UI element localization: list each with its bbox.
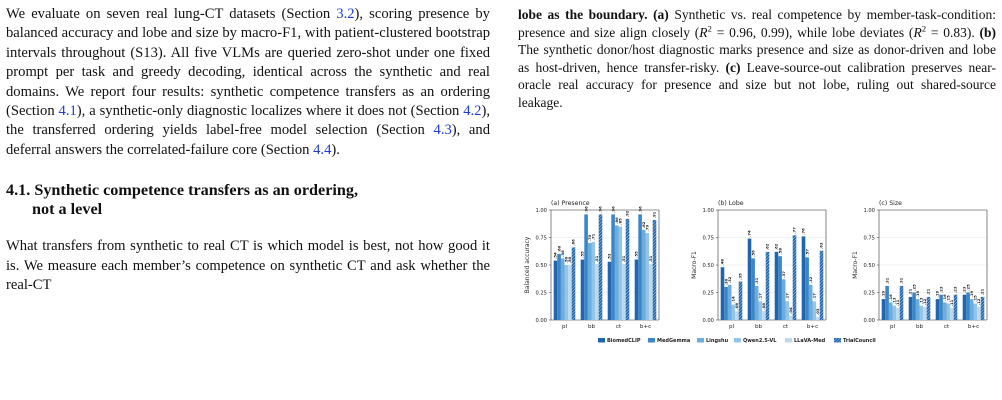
y-tick-label: 0.75: [535, 235, 547, 242]
bar-trialcouncil: [653, 220, 657, 320]
x-tick-label: b+c: [806, 324, 819, 330]
y-axis-label: Balanced accuracy: [524, 236, 531, 294]
bar-lingshu: [588, 243, 592, 320]
bar-data-label: .92: [624, 210, 630, 218]
bar-llava-med: [923, 307, 927, 320]
bar-chart-figure: [523, 182, 993, 353]
bar-medgemma: [751, 258, 755, 320]
panel-title: (c) Size: [879, 200, 902, 207]
bar-data-label: .56: [750, 250, 756, 257]
x-tick-label: pl: [889, 324, 896, 330]
bar-data-label: .56: [559, 250, 565, 257]
left-column: [6, 0, 490, 295]
bar-trialcouncil: [739, 282, 743, 321]
y-tick-label: 0.50: [702, 263, 714, 269]
x-tick-label: ct: [782, 324, 789, 330]
legend-label: LLaVA-Med: [794, 338, 826, 344]
bar-llava-med: [595, 264, 599, 320]
bar-llava-med: [735, 311, 739, 320]
bar-biomedclip: [721, 267, 725, 320]
bar-data-label: .96: [597, 206, 603, 213]
y-tick-label: 0.25: [702, 290, 714, 297]
y-tick-label: 0.75: [863, 235, 875, 242]
section-body-paragraph: What transfers from synthetic to real CT is which model is best, not how good it is. We measure each member’s competence on synthetic CT and ask whether the real-CT: [6, 238, 490, 294]
bar-data-label: .77: [791, 227, 797, 234]
bar-data-label: .51: [648, 255, 654, 263]
x-tick-label: bb: [915, 324, 924, 330]
bar-trialcouncil: [820, 251, 824, 320]
bar-data-label: .85: [617, 218, 623, 225]
bar-data-label: .86: [613, 217, 619, 224]
bar-data-label: .53: [606, 253, 612, 261]
bar-data-label: .17: [811, 293, 817, 300]
bar-biomedclip: [635, 260, 639, 321]
y-tick-label: 0.75: [702, 235, 714, 242]
bar-llava-med: [896, 308, 900, 320]
section-ref-link[interactable]: 4.1: [58, 103, 77, 120]
y-tick-label: 0.50: [863, 263, 875, 269]
bar-medgemma: [557, 254, 561, 320]
paragraph-text: ).: [331, 141, 340, 158]
bar-trialcouncil: [900, 286, 904, 320]
y-tick-label: 0.25: [863, 290, 875, 297]
x-tick-label: bb: [754, 324, 763, 330]
legend-label: MedGemma: [657, 338, 691, 344]
chart-panel: [852, 200, 987, 330]
y-tick-label: 1.00: [702, 208, 714, 214]
bar-biomedclip: [608, 262, 612, 320]
bar-medgemma: [805, 257, 809, 320]
bar-data-label: .23: [938, 286, 944, 294]
bar-data-label: .31: [884, 277, 890, 285]
paragraph-text: ), and deferral answers the correlated-failure core (Section: [6, 122, 491, 158]
paragraph-text: ), scoring presence by balanced accuracy and lobe and size by macro-F1, with patient-clustered bootstrap intervals throughout (S13). All five VLMs are queried zero-shot under one fixed prompt per task and greedy decoding, identical across the synthetic and real domains. We report four results: synthetic competence transfers as an ordering (Section: [6, 6, 490, 120]
y-tick-label: 0.00: [863, 318, 875, 324]
chart-panel: [524, 200, 659, 330]
bar-data-label: .30: [723, 278, 729, 286]
bar-data-label: .51: [594, 255, 600, 263]
bar-biomedclip: [554, 261, 558, 320]
y-tick-label: 1.00: [863, 208, 875, 214]
bar-biomedclip: [882, 299, 886, 320]
bar-data-label: .19: [914, 290, 920, 298]
bar-trialcouncil: [599, 214, 603, 320]
bar-data-label: .04: [788, 307, 794, 315]
bar-data-label: .91: [651, 211, 657, 219]
bar-lingshu: [943, 302, 947, 320]
bar-data-label: .14: [730, 296, 736, 304]
bar-llava-med: [568, 265, 572, 320]
bar-data-label: .96: [637, 206, 643, 213]
bar-data-label: .08: [734, 302, 740, 310]
caption-c-label: (c): [725, 59, 741, 75]
legend-swatch: [785, 338, 792, 343]
bar-data-label: .70: [586, 234, 592, 242]
bar-data-label: .57: [804, 249, 810, 256]
bar-data-label: .08: [761, 302, 767, 310]
bar-data-label: .96: [610, 206, 616, 213]
x-tick-label: pl: [561, 324, 568, 330]
bar-llava-med: [622, 264, 626, 320]
caption-b-text: The synthetic donor/host diagnostic marks presence and size as donor-driven and lobe as host-driven, hence transfer-risky.: [518, 42, 996, 75]
bar-lingshu: [615, 225, 619, 320]
x-tick-label: ct: [615, 324, 622, 330]
x-tick-label: ct: [943, 324, 950, 330]
bar-biomedclip: [775, 252, 779, 320]
bar-medgemma: [885, 286, 889, 320]
y-tick-label: 0.00: [535, 318, 547, 324]
bar-trialcouncil: [572, 247, 576, 320]
caption-r2a: = 0.96, 0.99), while lobe deviates (: [716, 24, 914, 40]
bar-trialcouncil: [793, 235, 797, 320]
legend-label: TrialCouncil: [843, 338, 876, 344]
section-heading: [6, 181, 490, 219]
bar-data-label: .55: [579, 251, 585, 258]
y-tick-label: 0.50: [535, 263, 547, 269]
legend-label: Qwen2.5-VL: [743, 338, 777, 344]
bar-llava-med: [789, 316, 793, 320]
legend-label: BiomedCLIP: [607, 338, 641, 344]
bar-data-label: .58: [777, 247, 783, 255]
section-ref-link[interactable]: 3.2: [336, 6, 355, 22]
bar-data-label: .15: [972, 295, 978, 302]
bar-data-label: .31: [753, 277, 759, 285]
bar-data-label: .11: [949, 299, 955, 307]
y-axis-label: Macro-F1: [691, 251, 698, 279]
bar-data-label: .37: [780, 271, 786, 278]
bar-qwen2-5-vl: [646, 233, 650, 320]
x-tick-label: b+c: [639, 324, 652, 330]
bar-data-label: .17: [757, 293, 763, 300]
bar-data-label: .16: [941, 294, 947, 301]
figure-caption: lobe as the boundary. (a) Synthetic vs. real competence by member-task-condition: presence and size align closely ($R^2 = 0.96$, 0.99), while lobe deviates $(R^2 = 0.83)$. (b) The synthetic donor/host diagnostic marks presence and size as donor-driven and lobe as host-driven, hence transfer-risky. (c) Leave-source-out calibration preserves near-oracle real accuracy for presence and size but not lobe, ruling out shared-source leakage.: [518, 7, 997, 110]
bar-data-label: .12: [976, 298, 982, 306]
bar-data-label: .54: [552, 252, 558, 260]
bar-llava-med: [950, 308, 954, 320]
bar-trialcouncil: [981, 297, 985, 320]
bar-data-label: .19: [880, 290, 886, 298]
bar-trialcouncil: [954, 295, 958, 320]
bar-data-label: .23: [961, 286, 967, 294]
bar-data-label: .19: [968, 290, 974, 298]
bar-data-label: .71: [590, 233, 596, 241]
bar-data-label: .25: [965, 284, 971, 291]
bar-data-label: .51: [621, 255, 627, 263]
caption-r2b: = 0.83).: [930, 24, 980, 40]
section-title-line1: Synthetic competence transfers as an ordering,: [34, 181, 359, 200]
bar-llava-med: [762, 311, 766, 320]
bar-data-label: .03: [815, 308, 821, 316]
bar-data-label: .32: [807, 276, 813, 284]
bar-trialcouncil: [927, 297, 931, 320]
intro-paragraph: [6, 5, 490, 160]
bar-data-label: .74: [746, 230, 752, 238]
right-column: [518, 0, 996, 112]
bar-data-label: .96: [583, 206, 589, 213]
bar-data-label: .35: [737, 273, 743, 280]
caption-b-label: (b): [979, 24, 997, 40]
panel-title: (b) Lobe: [718, 200, 744, 207]
bar-medgemma: [611, 214, 615, 320]
bar-qwen2-5-vl: [565, 265, 569, 320]
legend-swatch: [648, 338, 655, 343]
paragraph-text: We evaluate on seven real lung-CT datasets (Section: [6, 6, 337, 22]
bar-biomedclip: [936, 299, 940, 320]
bar-data-label: .12: [922, 298, 928, 306]
caption-a-label: (a): [653, 7, 669, 22]
bar-llava-med: [649, 264, 653, 320]
bar-data-label: .60: [556, 245, 562, 253]
x-tick-label: b+c: [967, 324, 980, 330]
y-tick-label: 0.25: [535, 290, 547, 297]
bar-llava-med: [977, 307, 981, 320]
chart-panel: [691, 200, 826, 330]
y-axis-label: Macro-F1: [852, 251, 859, 279]
section-title-line2: not a level: [32, 200, 103, 219]
legend-label: Lingshu: [706, 338, 729, 344]
bar-data-label: .50: [563, 256, 569, 264]
section-ref-link[interactable]: 4.2: [463, 103, 482, 120]
section-ref-link[interactable]: 4.3: [433, 122, 452, 139]
bar-data-label: .48: [719, 258, 725, 266]
caption-lead: lobe as the boundary.: [518, 7, 648, 22]
bar-data-label: .55: [633, 251, 639, 258]
bar-data-label: .62: [764, 243, 770, 251]
bar-medgemma: [638, 214, 642, 320]
bar-data-label: .79: [644, 224, 650, 232]
bar-data-label: .11: [895, 299, 901, 307]
bar-llava-med: [816, 317, 820, 320]
bar-lingshu: [755, 286, 759, 320]
bar-data-label: .62: [773, 243, 779, 251]
bar-biomedclip: [963, 295, 967, 320]
bar-data-label: .13: [918, 297, 924, 305]
bar-lingshu: [642, 230, 646, 320]
legend-swatch: [734, 338, 741, 343]
bar-data-label: .31: [898, 277, 904, 285]
bar-trialcouncil: [766, 252, 770, 320]
bar-qwen2-5-vl: [920, 306, 924, 320]
bar-medgemma: [724, 287, 728, 320]
x-tick-label: pl: [728, 324, 735, 330]
section-ref-link[interactable]: 4.4: [313, 141, 332, 158]
bar-lingshu: [809, 285, 813, 320]
bar-data-label: .23: [952, 286, 958, 294]
caption-c-text: Leave-source-out calibration preserves near-oracle real accuracy for presence and size but not lobe, ruling out shared-source leakage.: [518, 59, 996, 110]
bar-data-label: .16: [887, 294, 893, 301]
bar-biomedclip: [909, 297, 913, 320]
bar-data-label: .17: [784, 293, 790, 300]
bar-data-label: .25: [911, 284, 917, 291]
bar-data-label: .19: [934, 290, 940, 298]
bar-biomedclip: [802, 236, 806, 320]
bar-medgemma: [778, 256, 782, 320]
bar-data-label: .21: [907, 288, 913, 296]
bar-trialcouncil: [626, 219, 630, 320]
paragraph-text: ), a synthetic-only diagnostic localizes where it does not (Section: [76, 103, 464, 120]
legend-swatch: [697, 338, 704, 343]
bar-data-label: .50: [567, 256, 573, 264]
paragraph-text: ), the transferred ordering yields label-free model selection (Section: [6, 103, 490, 139]
bar-data-label: .82: [640, 221, 646, 229]
caption-a-text: Synthetic vs. real competence by member-task-condition: presence and size align closely (: [518, 7, 997, 40]
bar-data-label: .13: [891, 297, 897, 305]
bar-data-label: .21: [979, 288, 985, 296]
bar-data-label: .32: [726, 276, 732, 284]
chart-svg: [523, 182, 993, 348]
bar-data-label: .66: [570, 239, 576, 246]
bar-data-label: .63: [818, 242, 824, 250]
legend-swatch: [598, 338, 605, 343]
bar-biomedclip: [581, 260, 585, 321]
x-tick-label: bb: [587, 324, 596, 330]
bar-medgemma: [584, 214, 588, 320]
bar-qwen2-5-vl: [619, 227, 623, 321]
bar-qwen2-5-vl: [592, 242, 596, 320]
bar-data-label: .15: [945, 295, 951, 302]
legend-swatch: [834, 338, 841, 343]
section-number: 4.1.: [6, 181, 31, 200]
bar-data-label: .76: [800, 228, 806, 235]
bar-lingshu: [561, 258, 565, 320]
bar-qwen2-5-vl: [893, 306, 897, 320]
bar-data-label: .21: [925, 288, 931, 296]
panel-title: (a) Presence: [551, 200, 590, 207]
y-tick-label: 1.00: [535, 208, 547, 214]
y-tick-label: 0.00: [702, 318, 714, 324]
